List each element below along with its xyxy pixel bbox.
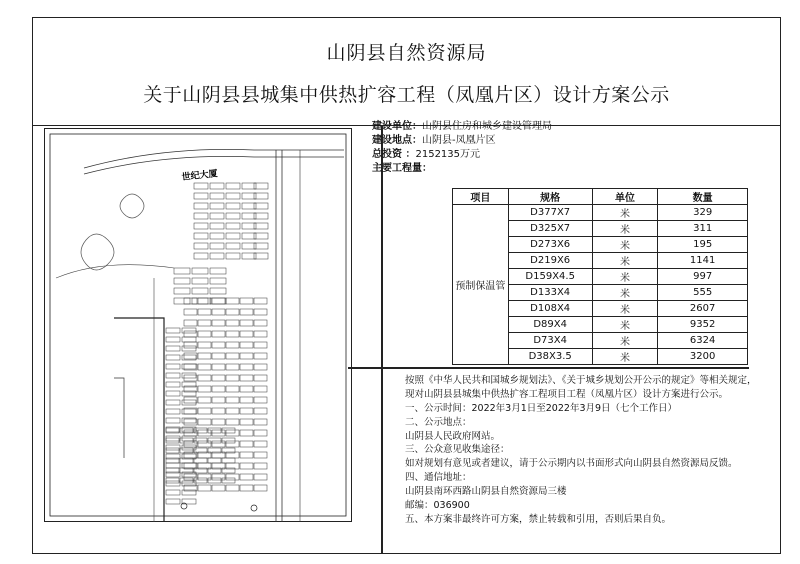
notice-line: 山阴县人民政府网站。	[405, 430, 501, 442]
qty-cell: 555	[658, 285, 748, 301]
builder-value: 山阴县住房和城乡建设管理局	[422, 121, 552, 132]
location-value: 山阴县-凤凰片区	[422, 135, 496, 146]
page-title: 山阴县自然资源局	[326, 42, 487, 64]
qty-cell: 6324	[658, 333, 748, 349]
spec-cell: D325X7	[508, 221, 592, 237]
investment-label: 总投资 ：	[372, 149, 416, 160]
builder-label: 建设单位：	[372, 121, 422, 132]
site-plan-drawing	[44, 128, 352, 522]
qty-cell: 997	[658, 269, 748, 285]
investment-value: 2152135万元	[415, 149, 481, 160]
unit-cell: 米	[592, 253, 658, 269]
location-label: 建设地点：	[372, 135, 422, 146]
unit-cell: 米	[592, 221, 658, 237]
unit-cell: 米	[592, 237, 658, 253]
item-name-cell: 预制保温管	[453, 205, 509, 365]
qty-cell: 2607	[658, 301, 748, 317]
notice-line: 二、公示地点：	[405, 416, 472, 428]
spec-cell: D377X7	[508, 205, 592, 221]
table-header: 项目	[453, 189, 509, 205]
unit-cell: 米	[592, 301, 658, 317]
quantities-label: 主要工程量：	[372, 163, 432, 174]
notice-line: 邮编：036900	[405, 500, 470, 512]
notice-line: 五、本方案非最终许可方案，禁止转载和引用，否则后果自负。	[405, 513, 672, 525]
qty-cell: 311	[658, 221, 748, 237]
notice-line: 四、通信地址：	[405, 472, 472, 484]
table-header: 规格	[508, 189, 592, 205]
quantities-row	[372, 162, 748, 176]
unit-cell: 米	[592, 333, 658, 349]
project-info	[372, 108, 748, 176]
builder-row	[372, 120, 748, 134]
table-row	[453, 205, 748, 221]
table-header: 数量	[658, 189, 748, 205]
qty-cell: 329	[658, 205, 748, 221]
notice-line: 现对山阴县县城集中供热扩容工程项目工程（凤凰片区）设计方案进行公示。	[405, 388, 729, 400]
notice-line: 按照《中华人民共和国城乡规划法》、《关于城乡规划公开公示的规定》等相关规定，	[405, 375, 757, 386]
spec-cell: D133X4	[508, 285, 592, 301]
qty-cell: 1141	[658, 253, 748, 269]
unit-cell: 米	[592, 205, 658, 221]
unit-cell: 米	[592, 349, 658, 365]
unit-cell: 米	[592, 317, 658, 333]
location-row	[372, 134, 748, 148]
table-header: 单位	[592, 189, 658, 205]
spec-cell: D108X4	[508, 301, 592, 317]
page-subtitle: 关于山阴县县城集中供热扩容工程（凤凰片区）设计方案公示	[143, 84, 670, 106]
spec-cell: D89X4	[508, 317, 592, 333]
notice-line: 一、公示时间：2022年3月1日至2022年3月9日（七个工作日）	[405, 402, 678, 414]
spec-cell: D73X4	[508, 333, 592, 349]
notice-text	[405, 374, 757, 527]
quantities-table	[452, 188, 748, 365]
spec-cell: D273X6	[508, 237, 592, 253]
qty-cell: 9352	[658, 317, 748, 333]
spec-cell: D38X3.5	[508, 349, 592, 365]
spec-cell: D219X6	[508, 253, 592, 269]
unit-cell: 米	[592, 285, 658, 301]
qty-cell: 195	[658, 237, 748, 253]
spec-cell: D159X4.5	[508, 269, 592, 285]
notice-line: 山阴县南环西路山阴县自然资源局三楼	[405, 486, 567, 498]
investment-row	[372, 148, 748, 162]
notice-divider	[348, 367, 749, 369]
column-divider	[381, 126, 383, 553]
qty-cell: 3200	[658, 349, 748, 365]
unit-cell: 米	[592, 269, 658, 285]
map-building-label: 世纪大厦	[181, 169, 219, 183]
notice-line: 三、公众意见收集途径：	[405, 444, 510, 456]
site-plan-map	[44, 128, 352, 522]
notice-line: 如对规划有意见或者建议，请于公示期内以书面形式向山阴县自然资源局反馈。	[405, 458, 738, 470]
